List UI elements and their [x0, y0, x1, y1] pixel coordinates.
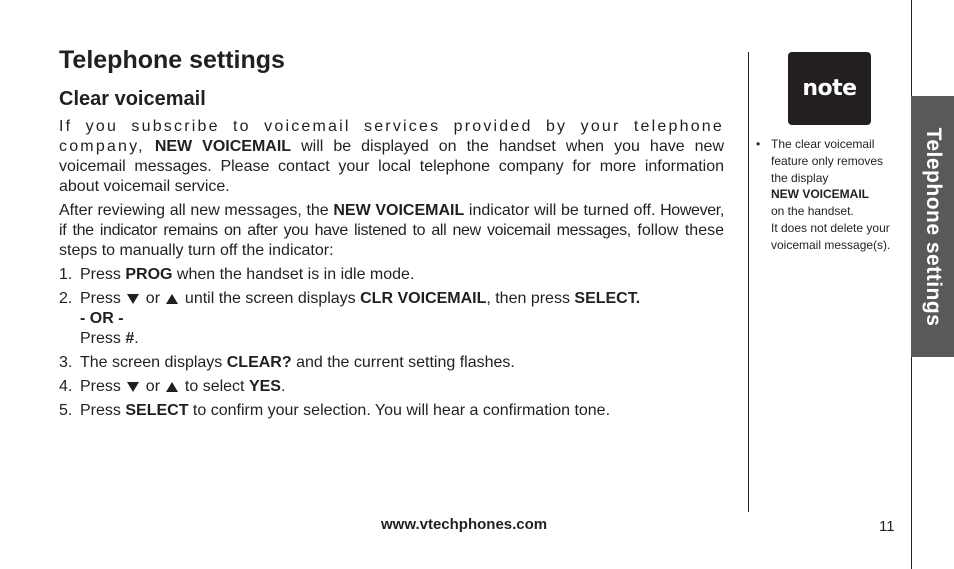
bullet-icon: • [756, 137, 761, 151]
intro-text-1: If you subscribe to voicemail services provided by your telephone company, [59, 118, 724, 155]
section-title: Clear voicemail [59, 88, 206, 110]
step-text: when the handset is in idle mode. [172, 266, 415, 283]
up-arrow-icon [166, 294, 178, 304]
intro-text-2: will be displayed on the handset when you have new voicemail messages. Please contact your local telephone company for more information about voicemail service. [59, 138, 724, 195]
step-text: Press [80, 266, 126, 283]
step-text: or [141, 290, 165, 307]
step-bold: # [125, 330, 135, 347]
up-arrow-icon [166, 382, 178, 392]
step-3 [59, 353, 724, 373]
step-bold: PROG [125, 266, 173, 283]
step-bold: CLR VOICEMAIL [360, 290, 487, 307]
note-bold-new-voicemail: NEW VOICEMAIL [771, 187, 869, 202]
step-text: . [280, 378, 286, 395]
page-title: Telephone settings [59, 46, 285, 74]
step-number: 4. [59, 378, 73, 395]
step-text: to confirm your selection. You will hear a confirmation tone. [188, 402, 611, 419]
note-line: on the handset. [771, 204, 854, 219]
step-4 [59, 377, 724, 397]
note-line: The clear voicemail feature only removes the display [771, 137, 884, 185]
step-number: 1. [59, 266, 73, 283]
step-text: The screen displays [80, 354, 227, 371]
column-divider [748, 52, 749, 512]
step-number: 5. [59, 402, 73, 419]
step-text: Press [80, 330, 126, 347]
note-icon [788, 52, 871, 125]
step-text: and the current setting flashes. [291, 354, 515, 371]
or-separator: - OR - [80, 310, 124, 327]
down-arrow-icon [127, 294, 139, 304]
step-text: . [134, 330, 139, 347]
main-content [59, 117, 724, 425]
step-text: to select [180, 378, 249, 395]
step-number: 2. [59, 290, 73, 307]
intro-paragraph [59, 117, 724, 197]
page-number: 11 [879, 518, 895, 535]
down-arrow-icon [127, 382, 139, 392]
step-bold: CLEAR? [226, 354, 292, 371]
reviewing-text-1: After reviewing all new messages, the [59, 202, 334, 219]
step-text: Press [80, 378, 126, 395]
step-bold: SELECT [125, 402, 189, 419]
reviewing-bold-new-voicemail: NEW VOICEMAIL [333, 202, 465, 219]
step-1 [59, 265, 724, 285]
step-2 [59, 289, 724, 349]
step-text: , then press [486, 290, 575, 307]
steps-list [59, 265, 724, 421]
step-text: until the screen displays [180, 290, 361, 307]
step-bold: SELECT. [574, 290, 641, 307]
step-text: Press [80, 290, 126, 307]
step-text: or [141, 378, 165, 395]
step-number: 3. [59, 354, 73, 371]
footer-url: www.vtechphones.com [381, 516, 548, 533]
reviewing-text-3: However, if the indicator remains on after you have listened to all new voicemail messages, [59, 202, 724, 239]
side-tab [911, 96, 954, 357]
reviewing-paragraph [59, 201, 724, 261]
step-5 [59, 401, 724, 421]
note-label: note [802, 76, 857, 101]
note-body [771, 136, 902, 254]
side-tab-label: Telephone settings [921, 127, 945, 326]
intro-bold-new-voicemail: NEW VOICEMAIL [154, 138, 292, 155]
step-bold: YES [248, 378, 281, 395]
reviewing-text-2: indicator will be turned off. [464, 202, 661, 219]
step-text: Press [80, 402, 126, 419]
note-text [756, 136, 902, 254]
note-line: It does not delete your voicemail message(s). [771, 220, 891, 252]
reviewing-text-4: follow these steps to manually turn off the indicator: [59, 222, 724, 259]
